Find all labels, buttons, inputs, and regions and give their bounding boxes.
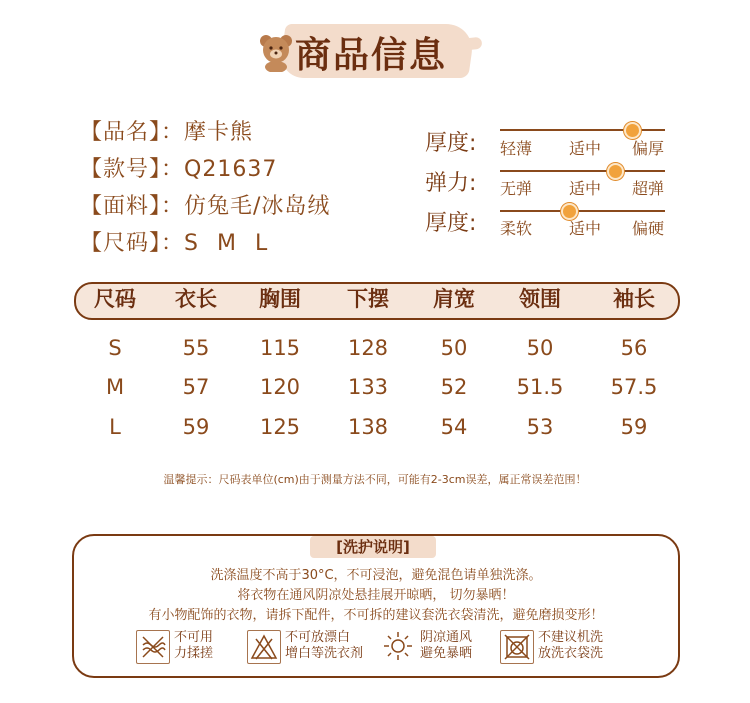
table-cell: 52 [440,375,468,399]
slider-option: 适中 [569,139,602,158]
slider-option: 超弹 [632,179,665,198]
care-icon-label [420,630,472,662]
table-cell: 55 [182,336,210,360]
info-label: 【面料】： [80,194,185,219]
care-icon-label-line: 不建议机洗 [538,630,604,645]
slider-option: 偏硬 [632,219,665,238]
slider-option: 偏厚 [632,139,665,158]
care-line: 洗涤温度不高于30°C，不可浸泡，避免混色请单独洗涤。 [210,568,542,583]
column-header-size: 尺码 [94,287,136,311]
slider-knob [607,163,624,180]
slider-option: 适中 [569,219,602,238]
table-cell: 50 [440,336,468,360]
care-icon-label-line: 不可放漂白 [285,630,351,645]
slider-label: 弹力: [425,171,477,196]
page-title: 商品信息 [295,35,448,76]
slider-track [500,210,665,212]
no-wring-icon [136,630,170,664]
info-name-row [80,115,253,146]
info-value: 仿兔毛/冰岛绒 [184,194,331,219]
care-icon-label-line: 不可用 [174,630,214,645]
table-cell: 128 [347,336,389,360]
info-value: Q21637 [184,157,278,182]
no-machine-wash-icon [500,630,534,664]
slider-option: 轻薄 [500,139,533,158]
table-cell: M [105,375,125,399]
slider-option: 柔软 [500,219,533,238]
no-bleach-icon [247,630,281,664]
info-label: 【尺码】： [80,231,185,256]
table-cell: 57.5 [610,375,658,399]
table-cell: 120 [259,375,301,399]
table-cell: 51.5 [516,375,564,399]
table-cell: 54 [440,415,468,439]
care-icon-label [174,630,213,662]
care-icon-label [285,630,363,662]
table-cell: 56 [620,336,648,360]
table-cell: 53 [526,415,554,439]
table-cell: 50 [526,336,554,360]
table-cell: 57 [182,375,210,399]
care-icon-label-line: 阴凉通风 [420,630,473,645]
column-header-hem: 下摆 [347,287,389,311]
table-cell: 59 [620,415,648,439]
care-icon-label-line: 避免暴晒 [420,646,473,661]
care-icon-label [538,630,603,662]
slider-label: 厚度: [425,131,477,156]
info-fabric-row [80,189,330,220]
info-value: 摩卡熊 [184,120,254,145]
table-cell: 115 [259,336,301,360]
care-icon-label-line: 放洗衣袋洗 [538,646,604,661]
info-style-row [80,152,277,183]
slider-label: 厚度: [425,211,477,236]
slider-option: 适中 [569,179,602,198]
column-header-shoulder: 肩宽 [433,287,475,311]
info-label: 【款号】： [80,157,185,182]
slider-option: 无弹 [500,179,533,198]
care-line: 将衣物在通风阴凉处悬挂展开晾晒， 切勿暴晒！ [237,588,515,603]
table-cell: 125 [259,415,301,439]
table-cell: 59 [182,415,210,439]
table-cell: 133 [347,375,389,399]
table-cell: S [108,336,122,360]
table-cell: L [109,415,121,439]
care-icon-label-line: 增白等洗衣剂 [285,646,364,661]
care-icon-label-line: 力揉搓 [174,646,214,661]
slider-track [500,170,665,172]
care-line: 有小物配饰的衣物，请拆下配件，不可拆的建议套洗衣袋清洗，避免磨损变形！ [148,608,604,623]
bear-icon [256,32,296,72]
column-header-sleeve: 袖长 [613,287,655,311]
column-header-collar: 领围 [519,287,561,311]
column-header-length: 衣长 [175,287,217,311]
shade-dry-icon [382,630,414,662]
info-value: S M L [184,231,274,256]
info-label: 【品名】： [80,120,185,145]
care-title: [洗护说明] [310,536,436,558]
table-cell: 138 [347,415,389,439]
column-header-chest: 胸围 [259,287,301,311]
size-note: 温馨提示：尺码表单位(cm)由于测量方法不同，可能有2-3cm误差，属正常误差范围！ [163,473,587,486]
info-size-row [80,226,273,257]
